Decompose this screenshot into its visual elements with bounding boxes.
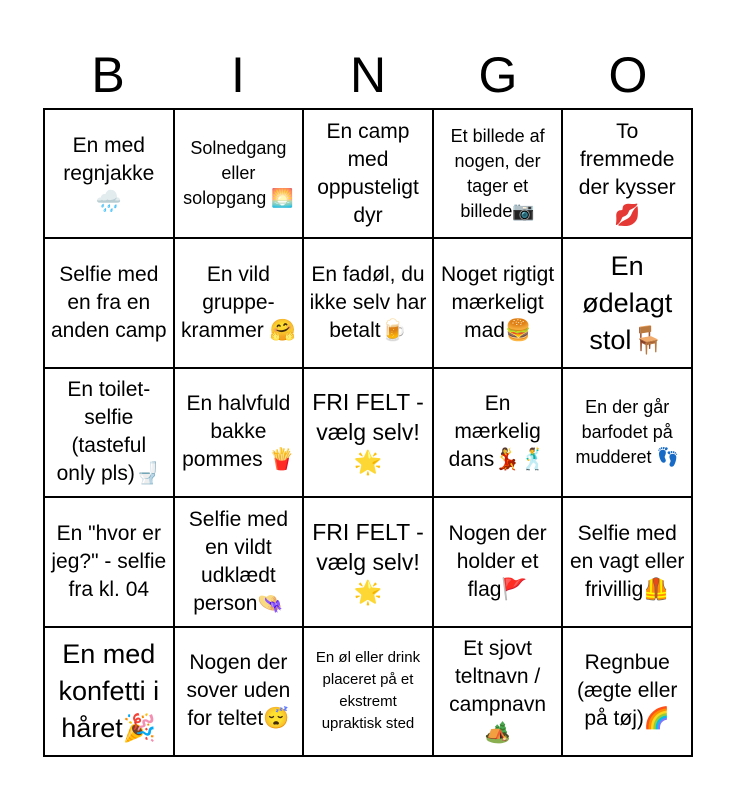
bingo-cell[interactable]: En halvfuld bakke pommes 🍟	[174, 368, 304, 497]
bingo-cell[interactable]: Solnedgang eller solopgang 🌅	[174, 109, 304, 238]
header-letter-g: G	[478, 47, 518, 103]
bingo-cell[interactable]: Nogen der holder et flag🚩	[433, 497, 563, 626]
bingo-cell[interactable]: En fadøl, du ikke selv har betalt🍺	[303, 238, 433, 367]
bingo-cell[interactable]: Noget rigtigt mærkeligt mad🍔	[433, 238, 563, 367]
bingo-cell[interactable]: En "hvor er jeg?" - selfie fra kl. 04	[44, 497, 174, 626]
bingo-header	[43, 44, 693, 106]
header-letter-n: N	[349, 47, 387, 103]
bingo-cell[interactable]: Nogen der sover uden for teltet😴	[174, 627, 304, 756]
bingo-cell[interactable]: Selfie med en fra en anden camp	[44, 238, 174, 367]
header-letter-i: I	[231, 47, 245, 103]
header-letter-o: O	[608, 47, 648, 103]
bingo-cell[interactable]: To fremmede der kysser 💋	[562, 109, 692, 238]
bingo-cell[interactable]: En med regnjakke 🌧️	[44, 109, 174, 238]
bingo-cell[interactable]: En mærkelig dans💃🕺	[433, 368, 563, 497]
bingo-cell[interactable]: En med konfetti i håret🎉	[44, 627, 174, 756]
bingo-cell[interactable]: En vild gruppe-krammer 🤗	[174, 238, 304, 367]
bingo-cell[interactable]: En camp med oppusteligt dyr	[303, 109, 433, 238]
bingo-cell[interactable]: En toilet-selfie (tasteful only pls)🚽	[44, 368, 174, 497]
bingo-cell[interactable]: Selfie med en vildt udklædt person👒	[174, 497, 304, 626]
bingo-cell[interactable]: Regnbue (ægte eller på tøj)🌈	[562, 627, 692, 756]
bingo-grid	[43, 108, 693, 757]
bingo-cell-free[interactable]: FRI FELT - vælg selv!🌟	[303, 368, 433, 497]
bingo-cell-free[interactable]: FRI FELT - vælg selv!🌟	[303, 497, 433, 626]
bingo-cell[interactable]: En øl eller drink placeret på et ekstremt upraktisk sted	[303, 627, 433, 756]
bingo-cell[interactable]: En der går barfodet på mudderet 👣	[562, 368, 692, 497]
header-letter-b: B	[91, 47, 125, 103]
bingo-cell[interactable]: Et sjovt teltnavn / campnavn 🏕️	[433, 627, 563, 756]
bingo-cell[interactable]: En ødelagt stol🪑	[562, 238, 692, 367]
bingo-cell[interactable]: Selfie med en vagt eller frivillig🦺	[562, 497, 692, 626]
bingo-cell[interactable]: Et billede af nogen, der tager et billede📷	[433, 109, 563, 238]
